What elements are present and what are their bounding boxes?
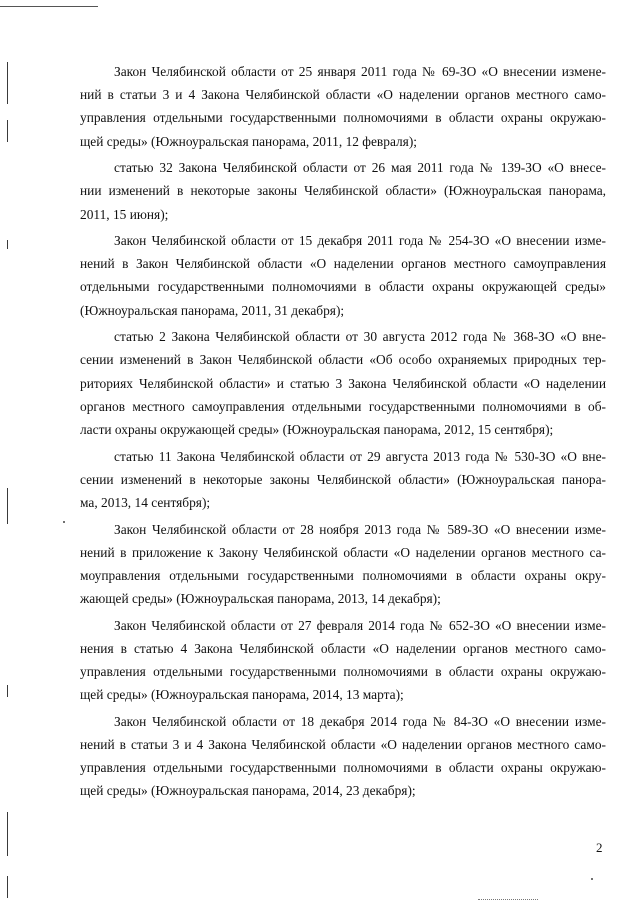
paragraph-2 — [80, 156, 606, 226]
text-line: Закон Челябинской области от 27 февраля 2014 года № 652-ЗО «О внесении изме- — [114, 617, 606, 633]
text-line: ласти охраны окружающей среды» (Южноуральская панорама, 2012, 15 сентября); — [80, 421, 554, 437]
paragraph-4 — [80, 325, 606, 441]
text-line: нений в приложение к Закону Челябинской области «О наделении органов местного са- — [80, 544, 606, 560]
text-line: органов местного самоуправления отдельными государственными полномочиями в об- — [80, 398, 606, 414]
text-line: Закон Челябинской области от 18 декабря 2014 года № 84-ЗО «О внесении изме- — [114, 713, 606, 729]
scan-margin-mark — [7, 685, 8, 697]
paragraph-1 — [80, 60, 606, 153]
text-line: нения в статью 4 Закона Челябинской области «О наделении органов местного само- — [80, 640, 606, 656]
text-line: статью 11 Закона Челябинской области от 29 августа 2013 года № 530-ЗО «О вне- — [114, 448, 606, 464]
scan-margin-mark — [7, 876, 8, 898]
top-edge-rule — [0, 6, 98, 7]
text-line: управления отдельными государственными полномочиями в области охраны окружаю- — [80, 110, 606, 126]
scan-margin-mark — [7, 488, 8, 524]
text-line: Закон Челябинской области от 15 декабря 2011 года № 254-ЗО «О внесении изме- — [114, 233, 606, 249]
text-line: Закон Челябинской области от 25 января 2011 года № 69-ЗО «О внесении измене- — [114, 64, 606, 79]
text-line: отдельными государственными полномочиями в области охраны окружающей среды» — [80, 279, 606, 295]
bottom-edge-dots — [478, 899, 538, 900]
text-line: щей среды» (Южноуральская панорама, 2011, 12 февраля); — [80, 133, 418, 149]
text-line: сении изменений в Закон Челябинской области «Об особо охраняемых природных тер- — [80, 352, 606, 368]
text-line: жающей среды» (Южноуральская панорама, 2013, 14 декабря); — [80, 591, 441, 607]
text-line: риториях Челябинской области» и статью 3 Закона Челябинской области «О наделении — [80, 375, 606, 391]
text-line: Закон Челябинской области от 28 ноября 2013 года № 589-ЗО «О внесении изме- — [114, 521, 606, 537]
page-number: 2 — [596, 840, 603, 855]
text-line: (Южноуральская панорама, 2011, 31 декабря); — [80, 302, 345, 318]
scan-speck — [63, 521, 65, 523]
text-line: ма, 2013, 14 сентября); — [80, 494, 211, 510]
text-line: щей среды» (Южноуральская панорама, 2014, 13 марта); — [80, 687, 404, 703]
text-line: управления отдельными государственными полномочиями в области охраны окружаю- — [80, 664, 606, 680]
text-line: 2011, 15 июня); — [80, 206, 169, 222]
paragraph-7 — [80, 614, 606, 707]
text-line: нений в статьи 3 и 4 Закона Челябинской области «О наделении органов местного само- — [80, 736, 606, 752]
scan-margin-mark — [7, 240, 8, 249]
body-text — [80, 60, 606, 803]
text-line: щей среды» (Южноуральская панорама, 2014, 23 декабря); — [80, 783, 416, 799]
scan-margin-mark — [7, 120, 8, 142]
scan-margin-mark — [7, 62, 8, 104]
scan-margin-mark — [7, 812, 8, 856]
text-line: ний в статьи 3 и 4 Закона Челябинской области «О наделении органов местного само- — [80, 87, 606, 103]
text-line: сении изменений в некоторые законы Челябинской области» (Южноуральская панора- — [80, 471, 606, 487]
text-line: статью 2 Закона Челябинской области от 30 августа 2012 года № 368-ЗО «О вне- — [114, 329, 606, 345]
text-line: нии изменений в некоторые законы Челябинской области» (Южноуральская панорама, — [80, 183, 606, 199]
paragraph-5 — [80, 445, 606, 515]
text-line: моуправления отдельными государственными полномочиями в области охраны окру- — [80, 567, 606, 583]
paragraph-8 — [80, 710, 606, 803]
text-line: управления отдельными государственными полномочиями в области охраны окружаю- — [80, 760, 606, 776]
paragraph-3 — [80, 229, 606, 322]
text-line: статью 32 Закона Челябинской области от 26 мая 2011 года № 139-ЗО «О внесе- — [114, 160, 606, 176]
scan-speck — [591, 878, 593, 880]
text-line: нений в Закон Челябинской области «О наделении органов местного самоуправления — [80, 256, 606, 272]
paragraph-6 — [80, 518, 606, 611]
